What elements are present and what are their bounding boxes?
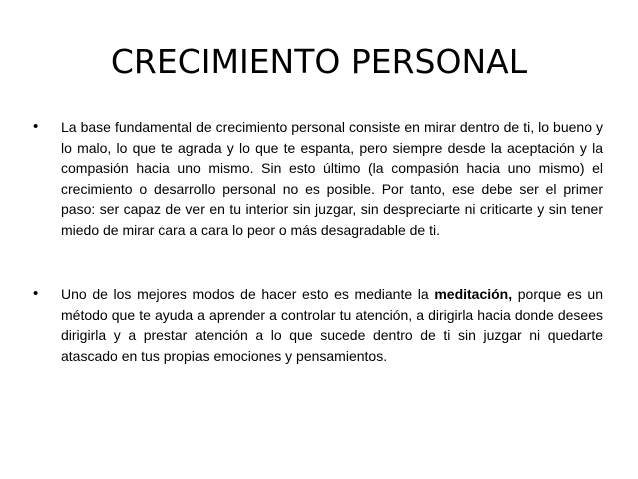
bullet-icon: • [33, 285, 39, 302]
slide-title: CRECIMIENTO PERSONAL [110, 42, 528, 81]
bullet-text-part: Uno de los mejores modos de hacer esto es mediante la [61, 286, 435, 302]
bold-term: meditación, [434, 286, 513, 302]
bullet-text-part: porque es un método que te ayuda a aprender a controlar tu atención, a dirigirla hacia donde desees dirigirla y a prestar atención a lo que sucede dentro de ti sin juzgar ni quedarte atascado en tus propias emociones y pensamientos. [61, 286, 603, 364]
bullet-icon: • [33, 118, 39, 135]
bullet-text [61, 284, 603, 366]
bullet-text: La base fundamental de crecimiento personal consiste en mirar dentro de ti, lo bueno y lo malo, lo que te agrada y lo que te espanta, pero siempre desde la aceptación y la compasión hacia uno mismo. Sin esto último (la compasión hacia uno mismo) el crecimiento o desarrollo personal no es posible. Por tanto, ese debe ser el primer paso: ser capaz de ver en tu interior sin juzgar, sin despreciarte ni criticarte y sin tener miedo de mirar cara a cara lo peor o más desagradable de ti. [61, 119, 603, 238]
